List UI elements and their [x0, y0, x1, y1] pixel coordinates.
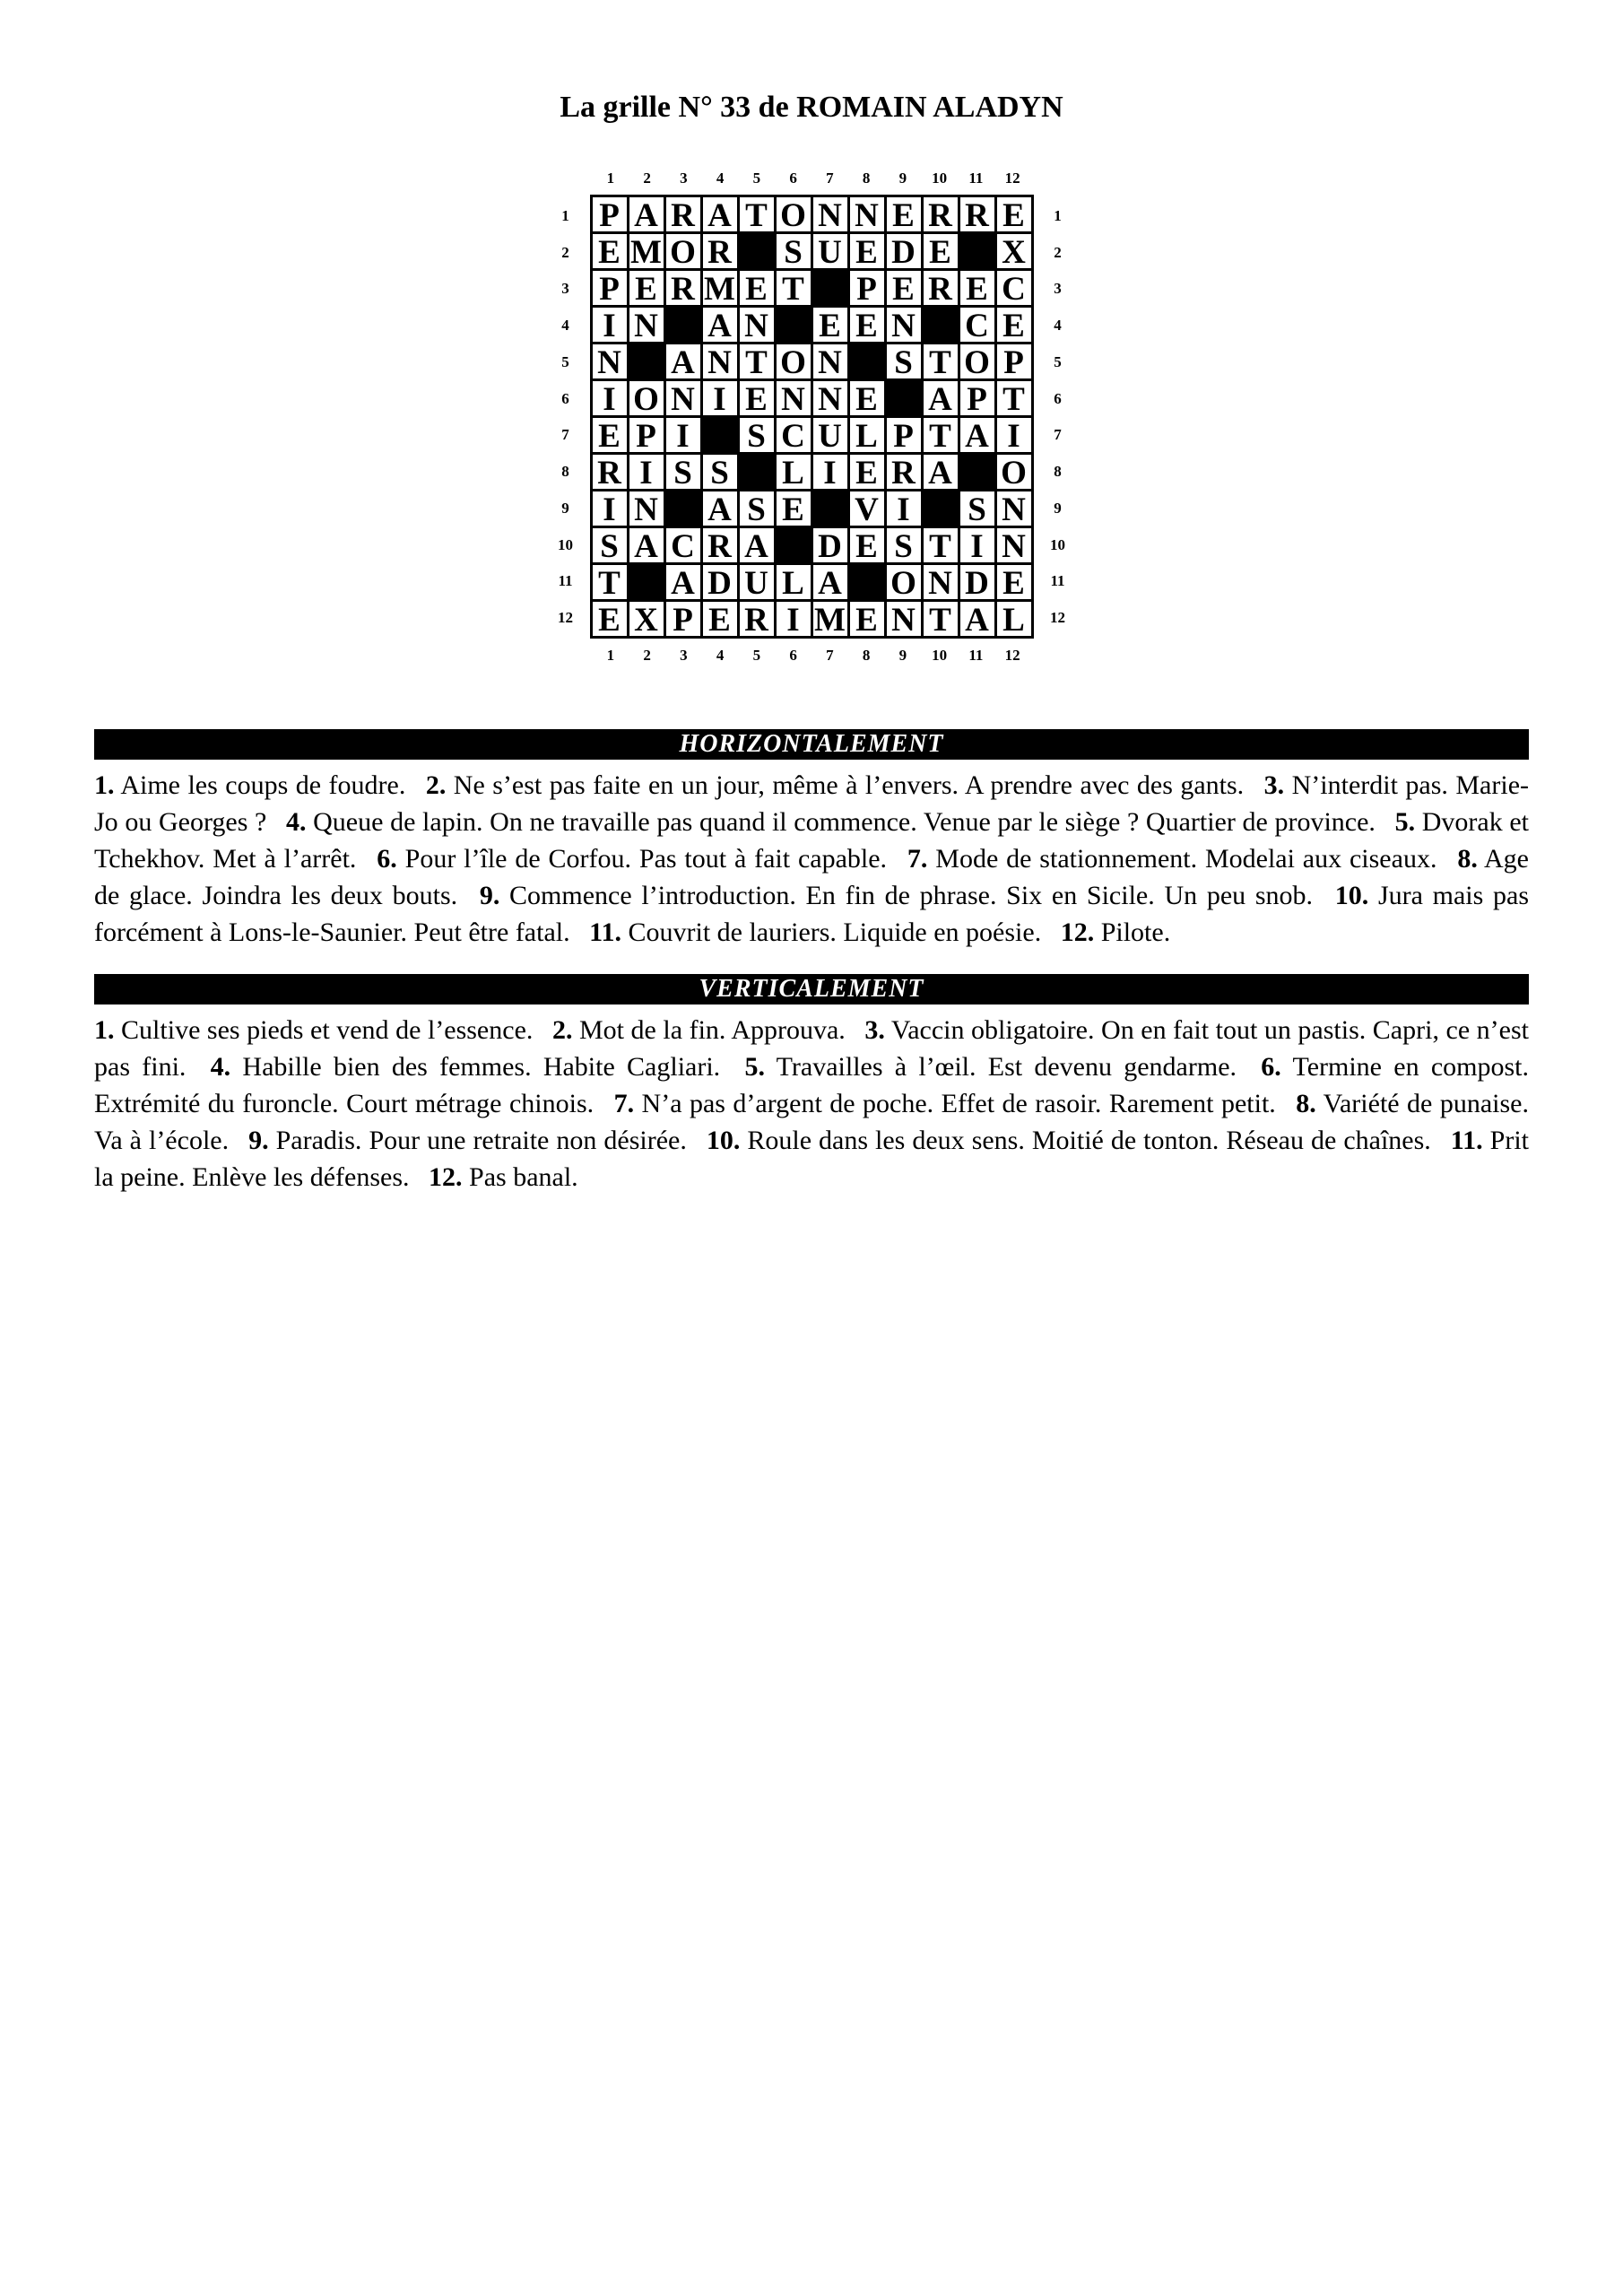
- letter-cell: N: [813, 344, 847, 378]
- letter-cell: R: [703, 234, 737, 268]
- column-numbers-top: [590, 169, 1034, 187]
- letter-cell: A: [629, 528, 664, 562]
- letter-cell: A: [813, 565, 847, 599]
- clue-number: 9.: [248, 1126, 269, 1155]
- letter-cell: S: [740, 418, 774, 452]
- letter-cell: E: [997, 565, 1031, 599]
- black-cell: [850, 565, 884, 599]
- row-number: 1: [1054, 206, 1062, 224]
- black-cell: [703, 418, 737, 452]
- section-header-horizontal-label: HORIZONTALEMENT: [679, 730, 944, 758]
- row-number: 9: [561, 499, 569, 517]
- letter-cell: S: [593, 528, 627, 562]
- clues-horizontal: 1. Aime les coups de foudre. 2. Ne s’est pas faite en un jour, même à l’envers. A prendre avec des gants. 3. N’interdit pas. Marie-Jo ou Georges ? 4. Queue de lapin. On ne travaille pas quand il commence. Venue par le siège ? Quartier de province. 5. Dvorak et Tchekhov. Met à l’arrêt. 6. Pour l’île de Corfou. Pas tout à fait capable. 7. Mode de stationnement. Modelai aux ciseaux. 8. Age de glace. Joindra les deux bouts. 9. Commence l’introduction. En fin de phrase. Six en Sicile. Un peu snob. 10. Jura mais pas forcément à Lons-le-Saunier. Peut être fatal. 11. Couvrit de lauriers. Liquide en poésie. 12. Pilote.: [94, 770, 1530, 947]
- letter-cell: C: [666, 528, 700, 562]
- letter-cell: E: [593, 602, 627, 636]
- letter-cell: T: [924, 418, 958, 452]
- clue-number: 8.: [1296, 1089, 1316, 1118]
- letter-cell: T: [777, 271, 811, 305]
- letter-cell: E: [924, 234, 958, 268]
- letter-cell: E: [850, 308, 884, 342]
- column-number: 1: [606, 170, 615, 187]
- letter-cell: D: [813, 528, 847, 562]
- letter-cell: L: [997, 602, 1031, 636]
- letter-cell: E: [813, 308, 847, 342]
- black-cell: [629, 344, 664, 378]
- clue-number: 9.: [479, 881, 500, 910]
- letter-cell: E: [997, 308, 1031, 342]
- clue-number: 1.: [94, 1015, 115, 1045]
- column-number: 8: [862, 170, 871, 187]
- letter-cell: L: [777, 455, 811, 489]
- letter-cell: N: [813, 197, 847, 231]
- row-number: 10: [558, 535, 573, 553]
- letter-cell: I: [593, 381, 627, 415]
- black-cell: [813, 491, 847, 526]
- letter-cell: C: [960, 308, 994, 342]
- clue-number: 3.: [864, 1015, 885, 1045]
- black-cell: [960, 455, 994, 489]
- letter-cell: A: [629, 197, 664, 231]
- letter-cell: M: [704, 270, 735, 308]
- letter-cell: X: [629, 602, 664, 636]
- letter-cell: I: [629, 455, 664, 489]
- letter-cell: E: [850, 455, 884, 489]
- clues-vertical: 1. Cultive ses pieds et vend de l’essence. 2. Mot de la fin. Approuva. 3. Vaccin obligatoire. On en fait tout un pastis. Capri, ce n’est pas fini. 4. Habille bien des femmes. Habite Cagliari. 5. Travailles à l’œil. Est devenu gendarme. 6. Termine en compost. Extrémité du furoncle. Court métrage chinois. 7. N’a pas d’argent de poche. Effet de rasoir. Rarement petit. 8. Variété de punaise. Va à l’école. 9. Paradis. Pour une retraite non désirée. 10. Roule dans les deux sens. Moitié de tonton. Réseau de chaînes. 11. Prit la peine. Enlève les défenses. 12. Pas banal.: [94, 1015, 1530, 1192]
- letter-cell: R: [887, 455, 921, 489]
- column-numbers-bottom: [590, 646, 1034, 665]
- letter-cell: N: [813, 381, 847, 415]
- section-header-vertical: [94, 974, 1529, 1004]
- letter-cell: I: [593, 491, 627, 526]
- letter-cell: I: [813, 455, 847, 489]
- clue-number: 11.: [589, 918, 621, 947]
- black-cell: [629, 565, 664, 599]
- clue-number: 4.: [210, 1052, 231, 1082]
- clue-number: 3.: [1263, 770, 1285, 800]
- row-number: 12: [558, 609, 573, 627]
- letter-cell: A: [924, 455, 958, 489]
- column-number: 10: [932, 170, 948, 187]
- letter-cell: P: [960, 381, 994, 415]
- row-numbers-left: [552, 195, 579, 639]
- letter-cell: D: [960, 565, 994, 599]
- black-cell: [924, 491, 958, 526]
- letter-cell: I: [593, 308, 627, 342]
- letter-cell: E: [703, 602, 737, 636]
- letter-cell: R: [740, 602, 774, 636]
- letter-cell: E: [777, 491, 811, 526]
- letter-cell: S: [777, 234, 811, 268]
- letter-cell: S: [960, 491, 994, 526]
- clue-number: 12.: [1060, 918, 1095, 947]
- letter-cell: N: [997, 528, 1031, 562]
- row-number: 4: [1054, 317, 1062, 335]
- letter-cell: N: [850, 197, 884, 231]
- letter-cell: R: [666, 197, 700, 231]
- letter-cell: T: [924, 602, 958, 636]
- column-number: 11: [968, 647, 984, 664]
- letter-cell: N: [777, 381, 811, 415]
- clue-number: 10.: [1334, 881, 1369, 910]
- letter-cell: R: [666, 271, 700, 305]
- letter-cell: R: [924, 271, 958, 305]
- black-cell: [887, 381, 921, 415]
- clue-number: 6.: [377, 844, 397, 874]
- row-number: 9: [1054, 499, 1062, 517]
- letter-cell: P: [593, 197, 627, 231]
- row-number: 5: [561, 352, 569, 370]
- letter-cell: L: [777, 565, 811, 599]
- row-number: 10: [1050, 535, 1065, 553]
- letter-cell: O: [887, 565, 921, 599]
- clue-number: 7.: [613, 1089, 635, 1118]
- row-number: 11: [1050, 572, 1065, 590]
- letter-cell: O: [777, 344, 811, 378]
- row-number: 2: [561, 243, 569, 261]
- row-number: 12: [1050, 609, 1065, 627]
- clue-number: 1.: [94, 770, 115, 800]
- letter-cell: R: [960, 197, 994, 231]
- letter-cell: I: [960, 528, 994, 562]
- letter-cell: O: [666, 234, 700, 268]
- clue-number: 2.: [425, 770, 447, 800]
- clue-number: 6.: [1261, 1052, 1281, 1082]
- column-number: 2: [643, 647, 651, 664]
- column-number: 8: [862, 647, 871, 664]
- letter-cell: O: [629, 381, 664, 415]
- letter-cell: D: [887, 234, 921, 268]
- black-cell: [777, 308, 811, 342]
- column-number: 11: [968, 170, 984, 187]
- clue-number: 2.: [551, 1015, 573, 1045]
- letter-cell: E: [629, 271, 664, 305]
- letter-cell: I: [777, 602, 811, 636]
- black-cell: [666, 308, 700, 342]
- grid-corner: [1045, 655, 1046, 656]
- clue-number: 12.: [429, 1162, 463, 1192]
- row-number: 6: [561, 389, 569, 407]
- letter-cell: V: [850, 491, 884, 526]
- column-number: 5: [752, 170, 761, 187]
- letter-cell: R: [703, 528, 737, 562]
- row-number: 5: [1054, 352, 1062, 370]
- black-cell: [740, 234, 774, 268]
- letter-cell: I: [887, 491, 921, 526]
- letter-cell: I: [666, 418, 700, 452]
- column-number: 2: [643, 170, 651, 187]
- letter-cell: A: [960, 602, 994, 636]
- letter-cell: A: [703, 308, 737, 342]
- letter-cell: E: [740, 271, 774, 305]
- letter-cell: I: [997, 418, 1031, 452]
- letter-cell: S: [703, 455, 737, 489]
- page-title: La grille N° 33 de ROMAIN ALADYN: [560, 91, 1063, 124]
- letter-cell: S: [740, 491, 774, 526]
- row-number: 8: [1054, 463, 1062, 481]
- column-number: 1: [606, 647, 615, 664]
- row-number: 3: [561, 280, 569, 298]
- column-number: 4: [716, 170, 725, 187]
- row-number: 3: [1054, 280, 1062, 298]
- letter-cell: I: [703, 381, 737, 415]
- column-number: 12: [1004, 170, 1020, 187]
- letter-cell: S: [887, 344, 921, 378]
- column-number: 10: [932, 647, 948, 664]
- black-cell: [813, 271, 847, 305]
- clue-number: 5.: [1394, 807, 1416, 837]
- row-number: 4: [561, 317, 569, 335]
- letter-cell: S: [887, 528, 921, 562]
- row-number: 1: [561, 206, 569, 224]
- letter-cell: U: [740, 565, 774, 599]
- letter-cell: N: [593, 344, 627, 378]
- row-numbers-right: [1045, 195, 1072, 639]
- letter-cell: S: [666, 455, 700, 489]
- column-number: 5: [752, 647, 761, 664]
- section-header-vertical-label: VERTICALEMENT: [699, 975, 924, 1003]
- letter-cell: N: [887, 602, 921, 636]
- letter-cell: A: [666, 565, 700, 599]
- letter-cell: A: [703, 197, 737, 231]
- letter-cell: T: [740, 344, 774, 378]
- letter-cell: E: [593, 418, 627, 452]
- letter-cell: O: [960, 344, 994, 378]
- letter-cell: P: [666, 602, 700, 636]
- letter-cell: N: [740, 308, 774, 342]
- letter-cell: P: [997, 344, 1031, 378]
- letter-cell: A: [960, 418, 994, 452]
- column-number: 6: [789, 647, 797, 664]
- letter-cell: N: [703, 344, 737, 378]
- letter-cell: N: [924, 565, 958, 599]
- letter-cell: E: [887, 197, 921, 231]
- letter-cell: R: [593, 455, 627, 489]
- crossword-block: [0, 169, 1623, 665]
- letter-cell: T: [997, 381, 1031, 415]
- letter-cell: L: [850, 418, 884, 452]
- letter-cell: T: [924, 344, 958, 378]
- column-number: 3: [680, 170, 688, 187]
- letter-cell: C: [777, 418, 811, 452]
- letter-cell: P: [850, 271, 884, 305]
- letter-cell: N: [666, 381, 700, 415]
- letter-cell: T: [593, 565, 627, 599]
- column-number: 3: [680, 647, 688, 664]
- letter-cell: N: [629, 491, 664, 526]
- letter-cell: T: [924, 528, 958, 562]
- black-cell: [740, 455, 774, 489]
- column-number: 9: [898, 647, 907, 664]
- letter-cell: A: [666, 344, 700, 378]
- column-number: 9: [898, 170, 907, 187]
- row-number: 8: [561, 463, 569, 481]
- letter-cell: E: [850, 234, 884, 268]
- black-cell: [666, 491, 700, 526]
- row-number: 2: [1054, 243, 1062, 261]
- letter-cell: C: [997, 271, 1031, 305]
- black-cell: [850, 344, 884, 378]
- section-header-horizontal: [94, 729, 1529, 760]
- letter-cell: A: [924, 381, 958, 415]
- grid-corner: [552, 655, 553, 656]
- black-cell: [924, 308, 958, 342]
- letter-cell: M: [630, 233, 662, 271]
- letter-cell: E: [593, 234, 627, 268]
- letter-cell: E: [850, 381, 884, 415]
- letter-cell: E: [960, 271, 994, 305]
- letter-cell: U: [813, 234, 847, 268]
- black-cell: [960, 234, 994, 268]
- row-number: 7: [561, 426, 569, 444]
- letter-cell: N: [997, 491, 1031, 526]
- letter-cell: E: [850, 602, 884, 636]
- clue-number: 10.: [706, 1126, 741, 1155]
- row-number: 7: [1054, 426, 1062, 444]
- column-number: 4: [716, 647, 725, 664]
- letter-cell: O: [997, 455, 1031, 489]
- column-number: 7: [826, 647, 834, 664]
- letter-cell: X: [997, 234, 1031, 268]
- column-number: 6: [789, 170, 797, 187]
- row-number: 6: [1054, 389, 1062, 407]
- letter-cell: P: [593, 271, 627, 305]
- letter-cell: A: [740, 528, 774, 562]
- letter-cell: O: [777, 197, 811, 231]
- row-number: 11: [558, 572, 573, 590]
- letter-cell: R: [924, 197, 958, 231]
- letter-cell: U: [813, 418, 847, 452]
- letter-cell: P: [887, 418, 921, 452]
- clue-number: 7.: [907, 844, 928, 874]
- letter-cell: N: [629, 308, 664, 342]
- crossword-grid: [590, 195, 1034, 639]
- black-cell: [777, 528, 811, 562]
- letter-cell: E: [997, 197, 1031, 231]
- clue-number: 4.: [286, 807, 307, 837]
- letter-cell: P: [629, 418, 664, 452]
- letter-cell: A: [703, 491, 737, 526]
- letter-cell: M: [814, 601, 846, 639]
- clue-number: 8.: [1457, 844, 1478, 874]
- letter-cell: D: [703, 565, 737, 599]
- column-number: 7: [826, 170, 834, 187]
- clue-number: 5.: [744, 1052, 765, 1082]
- letter-cell: T: [740, 197, 774, 231]
- letter-cell: E: [887, 271, 921, 305]
- letter-cell: E: [740, 381, 774, 415]
- column-number: 12: [1004, 647, 1020, 664]
- clue-number: 11.: [1450, 1126, 1483, 1155]
- letter-cell: N: [887, 308, 921, 342]
- letter-cell: E: [850, 528, 884, 562]
